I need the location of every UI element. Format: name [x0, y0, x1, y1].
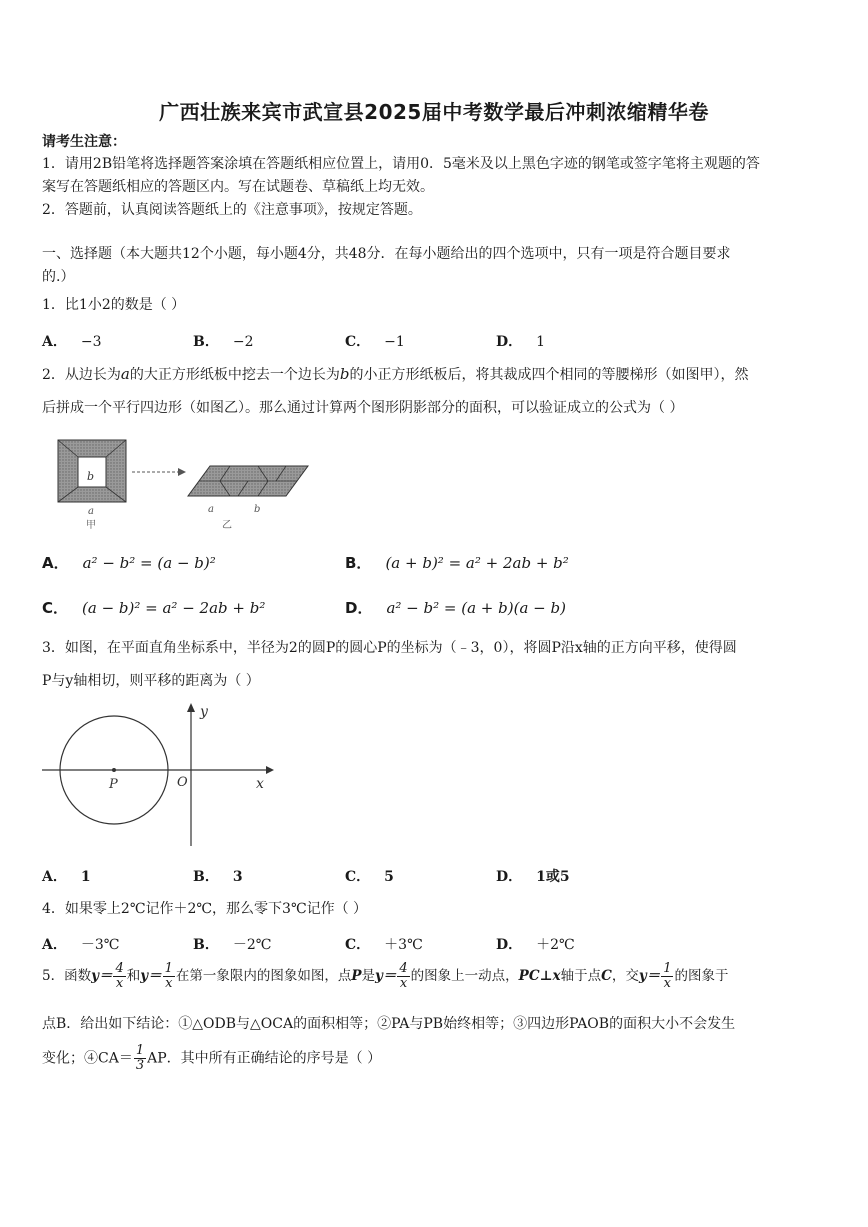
stem-part: 的图象上一动点， — [410, 968, 519, 984]
stem-part: 在第一象限内的图象如图，点 — [175, 968, 352, 984]
q4-option-d[interactable] — [496, 934, 575, 954]
denominator: x — [115, 976, 124, 991]
option-text: －2℃ — [232, 937, 272, 953]
numerator: 4 — [399, 961, 408, 976]
x-axis-arrow-icon — [266, 766, 274, 774]
q2-option-c[interactable] — [42, 597, 265, 618]
option-label: D． — [496, 869, 523, 885]
option-label: C． — [345, 937, 371, 953]
notice-line-1: 1．请用2B铅笔将选择题答案涂填在答题纸相应位置上，请用0．5毫米及以上黑色字迹的钢笔或签字笔将主观题的答 — [42, 156, 760, 172]
q1-option-d[interactable] — [496, 331, 545, 351]
option-text: 1 — [80, 869, 91, 885]
option-text: −3 — [80, 334, 102, 350]
stem-part: 和 — [126, 968, 141, 984]
option-text: 3 — [232, 869, 243, 885]
option-label: A． — [42, 937, 67, 953]
option-text: 1或5 — [536, 869, 570, 885]
q2-option-b[interactable] — [345, 552, 569, 573]
q1-option-a[interactable] — [42, 331, 102, 351]
option-label: C． — [345, 869, 371, 885]
stem-part: 的小正方形纸板后，将其裁成四个相同的等腰梯形（如图甲），然 — [349, 367, 749, 383]
p-label: P — [109, 777, 118, 792]
fraction — [134, 1044, 146, 1073]
stem-part: 轴于点 — [560, 968, 602, 984]
stem-part: AP．其中所有正确结论的序号是（ ） — [147, 1050, 382, 1067]
option-label: B． — [193, 869, 219, 885]
q3-option-a[interactable] — [42, 866, 91, 886]
option-label: C． — [345, 334, 371, 350]
question-5-stem-cont: 点B．给出如下结论：①△ODB与△OCA的面积相等；②PA与PB始终相等；③四边形PAOB的面积大小不会发生 — [42, 1016, 736, 1032]
numerator: 1 — [135, 1043, 145, 1058]
option-label: A． — [42, 334, 67, 350]
center-point — [112, 768, 116, 772]
stem-part: 的图象于 — [674, 968, 729, 984]
q3-option-c[interactable] — [345, 866, 394, 886]
question-3-stem: 3．如图，在平面直角坐标系中，半径为2的圆P的圆心P的坐标为（﹣3，0），将圆P沿x轴的正方向平移，使得圆 — [42, 640, 737, 656]
question-5-stem — [42, 962, 728, 991]
numerator: 1 — [663, 961, 672, 976]
label-yi: 乙 — [222, 520, 232, 531]
func-y: y＝ — [140, 968, 162, 984]
option-label: B． — [345, 554, 372, 572]
option-text: ＋2℃ — [536, 937, 575, 953]
question-5-stem-end — [42, 1044, 381, 1073]
question-2-stem-cont: 后拼成一个平行四边形（如图乙）。那么通过计算两个图形阴影部分的面积，可以验证成立的公式为（ ） — [42, 400, 684, 416]
point-c: C — [601, 968, 612, 984]
denominator: x — [663, 976, 671, 991]
page-title: 广西壮族来宾市武宣县2025届中考数学最后冲刺浓缩精华卷 — [159, 100, 709, 124]
var-b: b — [339, 365, 350, 383]
stem-part: 5．函数 — [42, 968, 92, 984]
label-yi-b: b — [254, 504, 261, 515]
option-text: −1 — [384, 334, 405, 350]
option-text: (a − b)² = a² − 2ab + b² — [82, 599, 266, 617]
label-jia: 甲 — [86, 520, 96, 531]
stem-part: 是 — [361, 968, 376, 984]
option-text: a² − b² = (a + b)(a − b) — [386, 599, 566, 617]
option-label: D． — [345, 599, 373, 617]
point-p: P — [351, 968, 362, 984]
q2-option-a[interactable] — [42, 552, 216, 573]
q1-option-b[interactable] — [193, 331, 253, 351]
stem-part: 2．从边长为 — [42, 367, 121, 383]
option-label: B． — [193, 937, 219, 953]
stem-part: 的大正方形纸板中挖去一个边长为 — [129, 367, 340, 383]
q3-option-d[interactable] — [496, 866, 570, 886]
var-a: a — [120, 365, 130, 383]
option-label: A． — [42, 554, 69, 572]
y-label: y — [200, 704, 208, 720]
option-label: D． — [496, 937, 523, 953]
option-label: C． — [42, 599, 69, 617]
denominator: x — [399, 976, 408, 991]
option-label: A． — [42, 869, 67, 885]
denominator: 3 — [135, 1058, 145, 1073]
func-y: y＝ — [375, 968, 397, 984]
q3-option-b[interactable] — [193, 866, 243, 886]
q3-figure — [40, 700, 280, 850]
section-heading-cont: 的.） — [42, 269, 75, 285]
x-label: x — [256, 776, 264, 792]
func-y: y＝ — [91, 968, 113, 984]
question-1-stem: 1．比1小2的数是（ ） — [42, 297, 186, 313]
stem-part: ，交 — [611, 968, 639, 984]
option-text: 1 — [536, 334, 546, 350]
option-text: 5 — [384, 869, 394, 885]
numerator: 1 — [164, 961, 173, 976]
option-label: D． — [496, 334, 523, 350]
arrow-icon — [132, 468, 186, 476]
q4-option-a[interactable] — [42, 934, 119, 954]
figure-yi — [188, 466, 308, 531]
origin-label: O — [177, 775, 188, 790]
fraction — [397, 962, 409, 991]
option-text: a² − b² = (a − b)² — [82, 554, 216, 572]
notice-line-1-cont: 案写在答题纸相应的答题区内。写在试题卷、草稿纸上均无效。 — [42, 179, 434, 195]
numerator: 4 — [115, 961, 124, 976]
fraction — [113, 962, 125, 991]
fraction — [661, 962, 673, 991]
q4-option-c[interactable] — [345, 934, 423, 954]
q4-option-b[interactable] — [193, 934, 271, 954]
denominator: x — [165, 976, 173, 991]
option-text: ＋3℃ — [384, 937, 423, 953]
question-4-stem: 4．如果零上2℃记作＋2℃，那么零下3℃记作（ ） — [42, 901, 368, 917]
figure-jia — [58, 440, 126, 531]
question-2-stem — [42, 363, 748, 386]
label-yi-a: a — [208, 504, 214, 515]
notice-line-2: 2．答题前，认真阅读答题纸上的《注意事项》，按规定答题。 — [42, 202, 422, 218]
y-axis-arrow-icon — [187, 703, 195, 712]
section-heading: 一、选择题（本大题共12个小题，每小题4分，共48分．在每小题给出的四个选项中，只有一项是符合题目要求 — [42, 246, 731, 262]
q2-option-d[interactable] — [345, 597, 566, 618]
notice-heading: 请考生注意： — [42, 134, 126, 150]
label-a: a — [88, 506, 94, 517]
pc-perp: PC⊥x — [518, 968, 561, 984]
stem-part: 变化；④CA＝ — [42, 1050, 133, 1067]
q1-option-c[interactable] — [345, 331, 405, 351]
option-text: －3℃ — [80, 937, 120, 953]
option-text: (a + b)² = a² + 2ab + b² — [385, 554, 569, 572]
label-b: b — [87, 470, 95, 483]
func-y: y＝ — [638, 968, 661, 984]
fraction — [163, 962, 175, 991]
option-label: B． — [193, 334, 219, 350]
option-text: −2 — [232, 334, 254, 350]
q2-figure — [50, 432, 320, 532]
question-3-stem-cont: P与y轴相切，则平移的距离为（ ） — [42, 673, 260, 689]
